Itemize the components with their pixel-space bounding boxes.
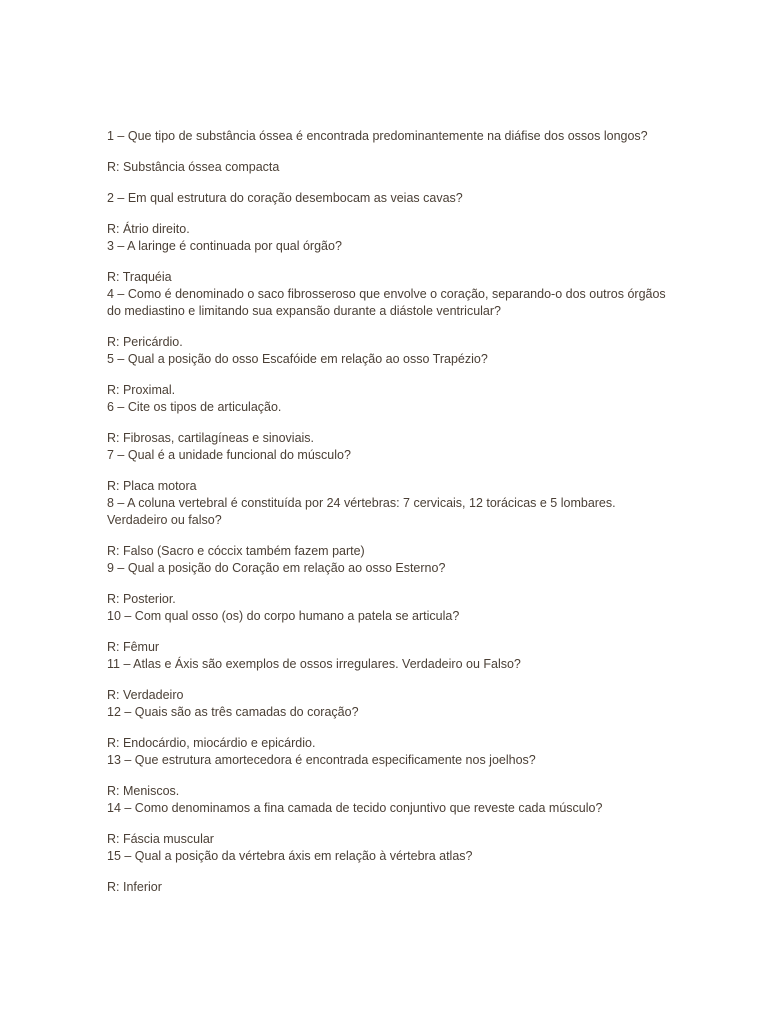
question-4: 4 – Como é denominado o saco fibrosseroso que envolve o coração, separando-o dos outros órgãos do mediastino e limitando sua expansão durante a diástole ventricular? [107,287,666,318]
answer-1: R: Substância óssea compacta [107,160,280,174]
question-11: 11 – Atlas e Áxis são exemplos de ossos irregulares. Verdadeiro ou Falso? [107,657,521,671]
answer-10: R: Fêmur [107,640,160,654]
question-9: 9 – Qual a posição do Coração em relação ao osso Esterno? [107,561,446,575]
question-7: 7 – Qual é a unidade funcional do músculo? [107,448,351,462]
answer-2: R: Átrio direito. [107,222,190,236]
question-13: 13 – Que estrutura amortecedora é encontrada especificamente nos joelhos? [107,753,536,767]
answer-15: R: Inferior [107,880,162,894]
answer-12: R: Endocárdio, miocárdio e epicárdio. [107,736,316,750]
question-5: 5 – Qual a posição do osso Escafóide em relação ao osso Trapézio? [107,352,488,366]
question-1: 1 – Que tipo de substância óssea é encontrada predominantemente na diáfise dos ossos longos? [107,129,648,143]
answer-9: R: Posterior. [107,592,176,606]
document-body [107,128,667,896]
question-3: 3 – A laringe é continuada por qual órgão? [107,239,342,253]
answer-4: R: Pericárdio. [107,335,183,349]
answer-14: R: Fáscia muscular [107,832,214,846]
answer-3: R: Traquéia [107,270,172,284]
question-12: 12 – Quais são as três camadas do coração? [107,705,359,719]
answer-5: R: Proximal. [107,383,176,397]
question-14: 14 – Como denominamos a fina camada de tecido conjuntivo que reveste cada músculo? [107,801,603,815]
answer-13: R: Meniscos. [107,784,180,798]
question-2: 2 – Em qual estrutura do coração desembocam as veias cavas? [107,191,463,205]
question-8: 8 – A coluna vertebral é constituída por 24 vértebras: 7 cervicais, 12 torácicas e 5 lombares. Verdadeiro ou falso? [107,496,616,527]
answer-7: R: Placa motora [107,479,197,493]
question-10: 10 – Com qual osso (os) do corpo humano a patela se articula? [107,609,460,623]
question-6: 6 – Cite os tipos de articulação. [107,400,282,414]
question-15: 15 – Qual a posição da vértebra áxis em relação à vértebra atlas? [107,849,473,863]
answer-6: R: Fibrosas, cartilagíneas e sinoviais. [107,431,315,445]
answer-11: R: Verdadeiro [107,688,184,702]
answer-8: R: Falso (Sacro e cóccix também fazem parte) [107,544,365,558]
